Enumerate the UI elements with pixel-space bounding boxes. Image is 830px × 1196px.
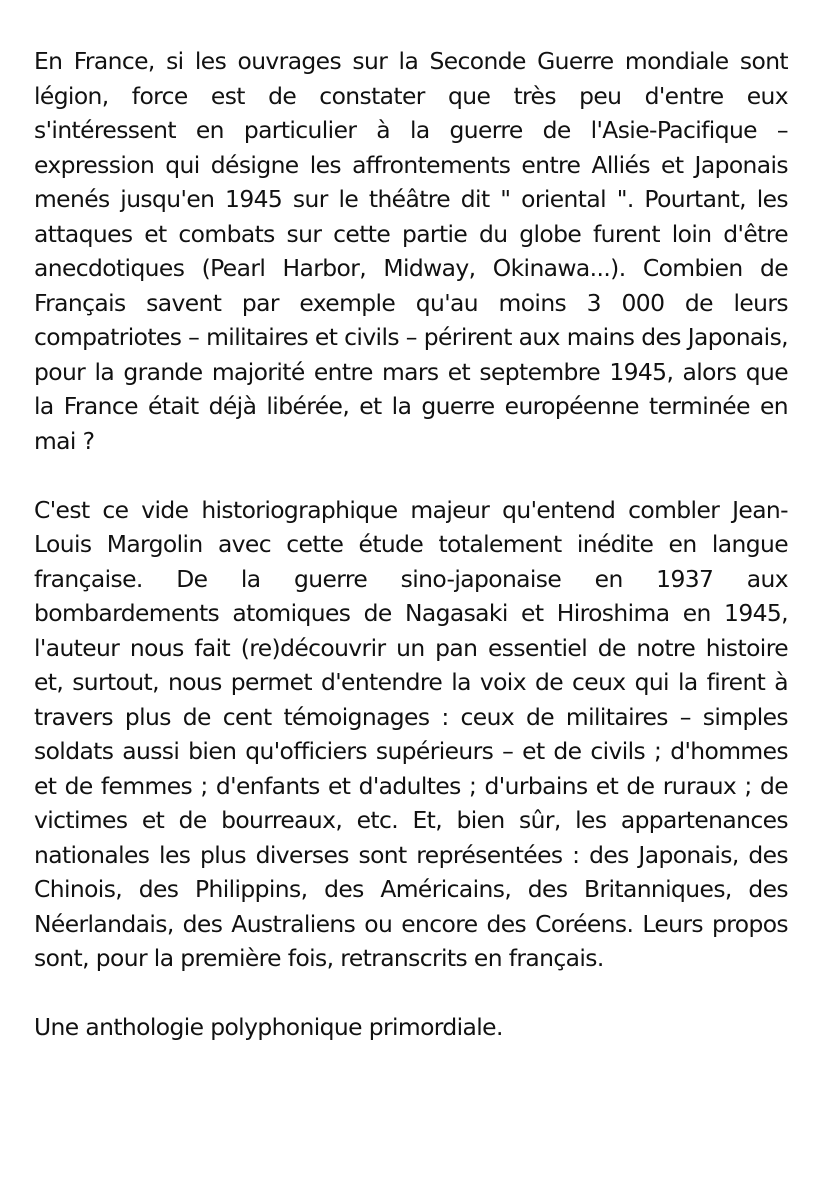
paragraph-intro: En France, si les ouvrages sur la Seconde Guerre mondiale sont légion, force est de constater que très peu d'entre eux s'intéressent en particulier à la guerre de l'Asie-Pacifique – expression qui désigne les affrontements entre Alliés et Japonais menés jusqu'en 1945 sur le théâtre dit " oriental ". Pourtant, les attaques et combats sur cette partie du globe furent loin d'être anecdotiques (Pearl Harbor, Midway, Okinawa...). Combien de Français savent par exemple qu'au moins 3 000 de leurs compatriotes – militaires et civils – périrent aux mains des Japonais, pour la grande majorité entre mars et septembre 1945, alors que la France était déjà libérée, et la guerre européenne terminée en mai ? [34,47,788,455]
paragraph-closing: Une anthologie polyphonique primordiale. [34,1013,503,1041]
paragraph-summary: C'est ce vide historiographique majeur qu'entend combler Jean-Louis Margolin avec cette étude totalement inédite en langue française. De la guerre sino-japonaise en 1937 aux bombardements atomiques de Nagasaki et Hiroshima en 1945, l'auteur nous fait (re)découvrir un pan essentiel de notre histoire et, surtout, nous permet d'entendre la voix de ceux qui la firent à travers plus de cent témoignages : ceux de militaires – simples soldats aussi bien qu'officiers supérieurs – et de civils ; d'hommes et de femmes ; d'enfants et d'adultes ; d'urbains et de ruraux ; de victimes et de bourreaux, etc. Et, bien sûr, les appartenances nationales les plus diverses sont représentées : des Japonais, des Chinois, des Philippins, des Américains, des Britanniques, des Néerlandais, des Australiens ou encore des Coréens. Leurs propos sont, pour la première fois, retranscrits en français. [34,495,788,972]
book-blurb [34,44,788,1045]
